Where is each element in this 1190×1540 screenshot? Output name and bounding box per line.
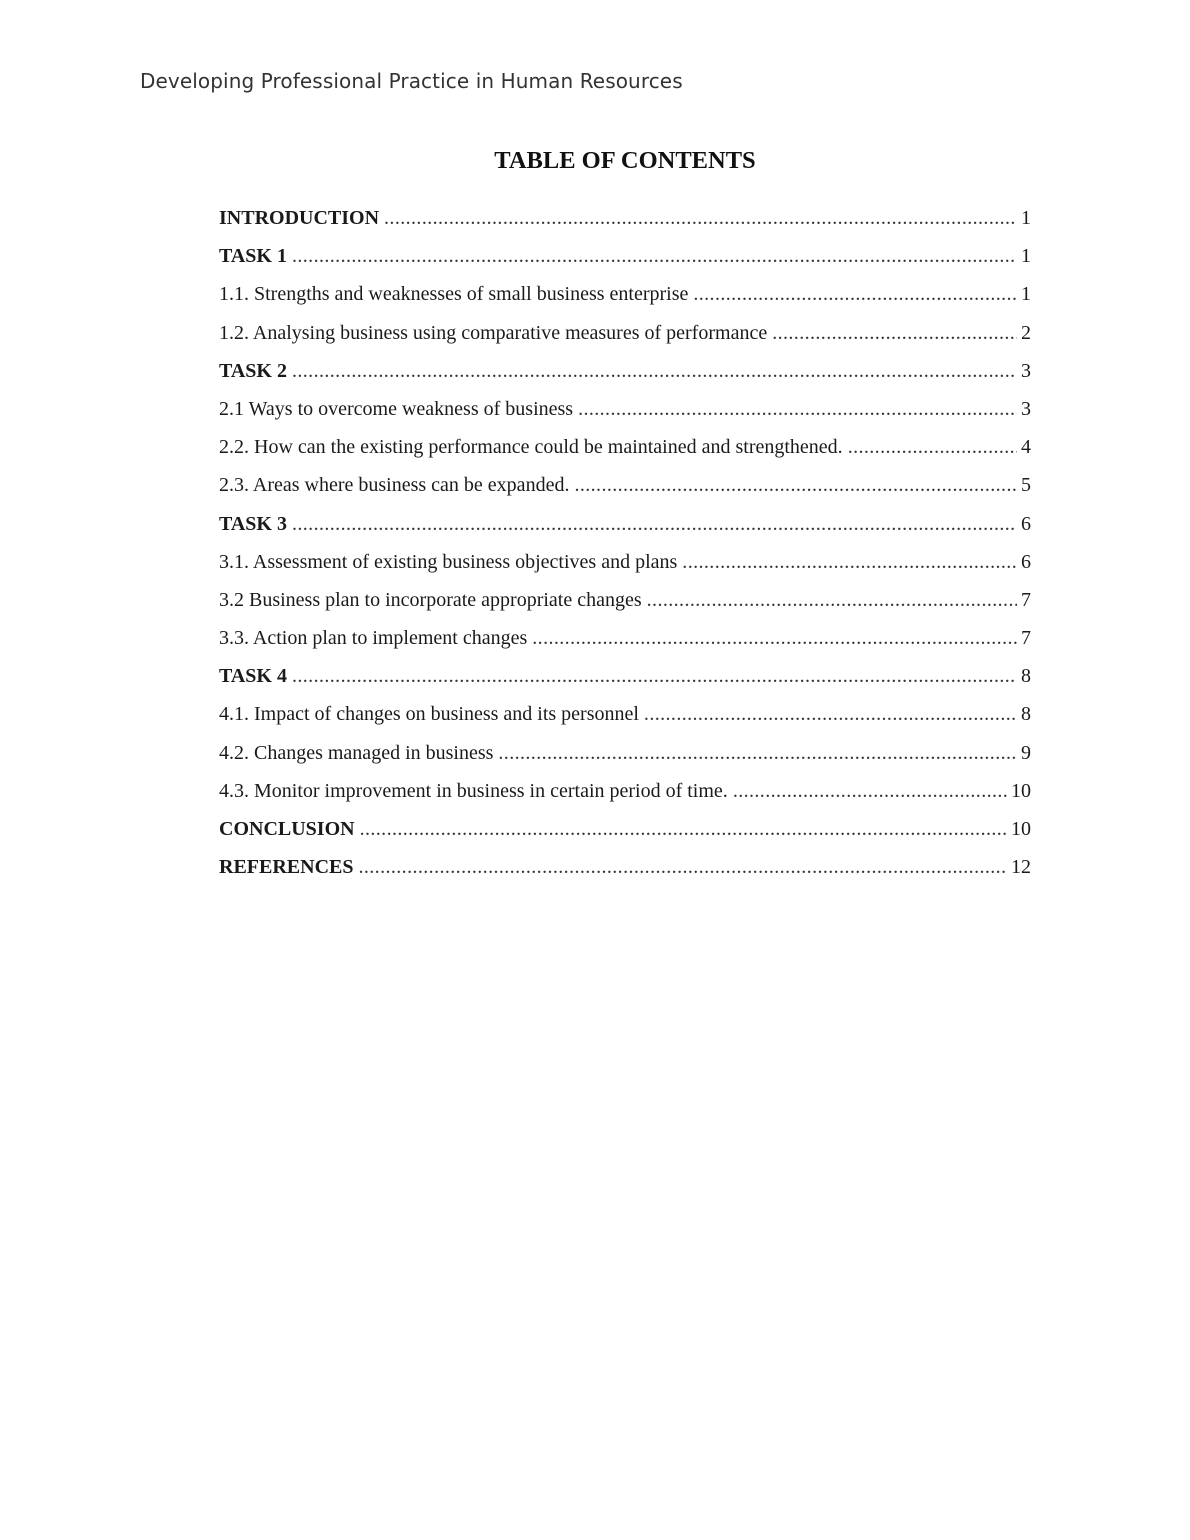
toc-entry-label: TASK 1 [219,245,287,268]
toc-entry-page-number: 5 [1021,474,1031,497]
toc-dot-leader [360,810,1007,848]
toc-entry-label: 4.3. Monitor improvement in business in certain period of time. [219,779,728,802]
toc-entry-page-number: 6 [1021,550,1031,573]
toc-entry-label: 3.1. Assessment of existing business objectives and plans [219,550,678,573]
toc-entry-page-number: 1 [1021,283,1031,306]
toc-entry-label: CONCLUSION [219,818,355,840]
toc-dot-leader [574,466,1017,504]
toc-dot-leader [644,695,1017,733]
toc-entry[interactable] [219,581,1031,619]
toc-dot-leader [848,428,1017,466]
toc-entry-page-number: 1 [1021,245,1031,268]
toc-dot-leader [733,772,1007,810]
toc-entry-label: 1.2. Analysing business using comparative measures of performance [219,321,768,344]
toc-dot-leader [682,543,1017,581]
toc-entry[interactable] [219,466,1031,504]
toc-entry-page-number: 7 [1021,588,1031,611]
toc-entry-label: REFERENCES [219,856,354,879]
toc-entry-page-number: 3 [1021,359,1031,382]
toc-entry-page-number: 9 [1021,741,1031,764]
toc-entry-label: 3.3. Action plan to implement changes [219,627,528,650]
toc-dot-leader [647,581,1017,619]
toc-entry[interactable] [219,619,1031,657]
toc-dot-leader [292,657,1017,695]
toc-dot-leader [578,390,1017,428]
toc-entry-page-number: 2 [1021,321,1031,344]
toc-dot-leader [498,734,1017,772]
toc-dot-leader [292,352,1017,390]
toc-dot-leader [358,848,1007,886]
toc-entry-label: 2.1 Ways to overcome weakness of business [219,397,574,420]
toc-entry[interactable] [219,314,1031,352]
toc-entry[interactable] [219,543,1031,581]
toc-title: TABLE OF CONTENTS [494,147,756,174]
toc-entry-page-number: 8 [1021,665,1031,688]
toc-entry-label: TASK 3 [219,512,287,535]
toc-entry[interactable] [219,390,1031,428]
toc-entry[interactable] [219,810,1031,848]
toc-entry-label: 1.1. Strengths and weaknesses of small business enterprise [219,283,689,306]
toc-entry[interactable] [219,772,1031,810]
toc-dot-leader [384,199,1017,237]
toc-entry-page-number: 7 [1021,627,1031,650]
toc-entry-label: 3.2 Business plan to incorporate appropriate changes [219,588,642,611]
toc-entry-label: 4.1. Impact of changes on business and its personnel [219,703,639,726]
running-header: Developing Professional Practice in Human Resources [140,69,683,93]
toc-entry-label: 2.3. Areas where business can be expanded. [219,474,570,497]
toc-entry[interactable] [219,275,1031,313]
toc-entry-page-number: 3 [1021,397,1031,420]
toc-entry[interactable] [219,734,1031,772]
toc-entry-label: TASK 2 [219,359,287,382]
toc-entry-page-number: 12 [1011,856,1031,879]
toc-dot-leader [292,237,1017,275]
toc-dot-leader [532,619,1017,657]
toc-entry[interactable] [219,657,1031,695]
toc-entry[interactable] [219,505,1031,543]
toc-entry-page-number: 1 [1021,207,1031,229]
toc-entry-label: 4.2. Changes managed in business [219,741,494,764]
toc-entry-page-number: 10 [1011,818,1031,840]
toc-entry[interactable] [219,848,1031,886]
toc-entry[interactable] [219,199,1031,237]
toc-entry[interactable] [219,237,1031,275]
toc-dot-leader [292,505,1017,543]
toc-entry[interactable] [219,695,1031,733]
toc-dot-leader [772,314,1017,352]
toc-entry[interactable] [219,352,1031,390]
toc-entry-page-number: 6 [1021,512,1031,535]
toc-entry[interactable] [219,428,1031,466]
toc-entry-page-number: 4 [1021,436,1031,459]
toc-dot-leader [693,275,1017,313]
toc-entry-label: 2.2. How can the existing performance could be maintained and strengthened. [219,436,843,459]
toc-entry-label: INTRODUCTION [219,207,380,229]
toc-list [219,199,1031,886]
toc-entry-page-number: 8 [1021,703,1031,726]
toc-entry-label: TASK 4 [219,665,287,688]
toc-entry-page-number: 10 [1011,779,1031,802]
